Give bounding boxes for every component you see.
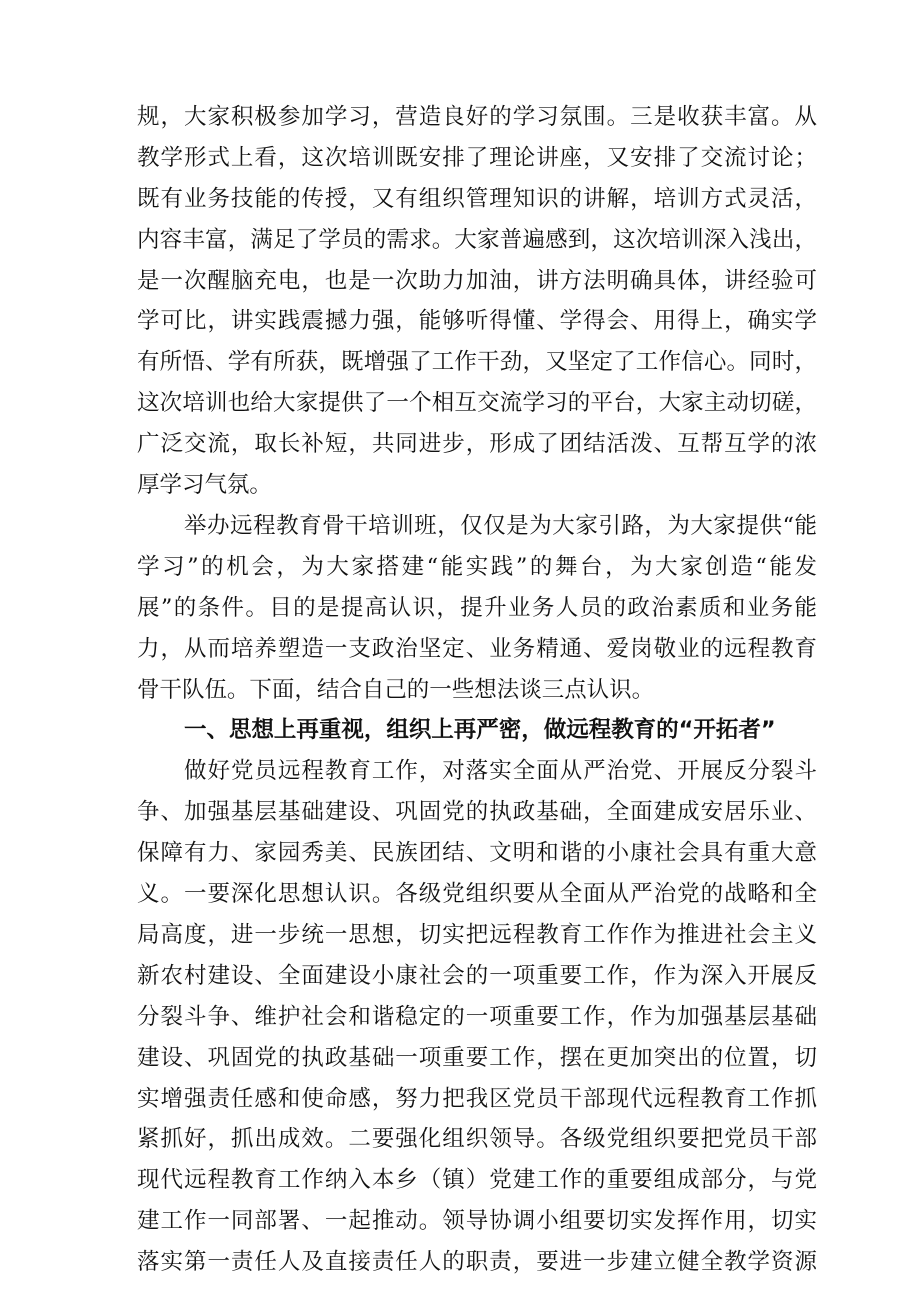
body-text-line: 内容丰富，满足了学员的需求。大家普遍感到，这次培训深入浅出， [137, 227, 817, 253]
body-text-line: 骨干队伍。下面，结合自己的一些想法谈三点认识。 [137, 677, 655, 703]
body-text-line: 展”的条件。目的是提高认识，提升业务人员的政治素质和业务能 [137, 595, 817, 621]
body-text-line: 既有业务技能的传授，又有组织管理知识的讲解，培训方式灵活， [137, 186, 817, 212]
body-text-line: 有所悟、学有所获，既增强了工作干劲，又坚定了工作信心。同时， [137, 349, 817, 375]
body-text-line: 这次培训也给大家提供了一个相互交流学习的平台，大家主动切磋， [137, 390, 817, 416]
body-text-line: 现代远程教育工作纳入本乡（镇）党建工作的重要组成部分，与党 [137, 1167, 817, 1193]
section-heading: 一、思想上再重视，组织上再严密，做远程教育的“开拓者” [184, 717, 776, 743]
paragraph-first-line: 举办远程教育骨干培训班，仅仅是为大家引路，为大家提供“能 [184, 513, 817, 539]
body-text-line: 规，大家积极参加学习，营造良好的学习氛围。三是收获丰富。从 [137, 104, 817, 130]
body-text-line: 紧抓好，抓出成效。二要强化组织领导。各级党组织要把党员干部 [137, 1126, 817, 1152]
body-text-line: 学习”的机会，为大家搭建“能实践”的舞台，为大家创造“能发 [137, 554, 817, 580]
body-text-line: 新农村建设、全面建设小康社会的一项重要工作，作为深入开展反 [137, 963, 817, 989]
body-text-line: 教学形式上看，这次培训既安排了理论讲座，又安排了交流讨论； [137, 145, 817, 171]
body-text-line: 厚学习气氛。 [137, 472, 272, 498]
body-text-line: 保障有力、家园秀美、民族团结、文明和谐的小康社会具有重大意 [137, 840, 817, 866]
body-text-line: 建工作一同部署、一起推动。领导协调小组要切实发挥作用，切实 [137, 1208, 817, 1234]
body-text-line: 实增强责任感和使命感，努力把我区党员干部现代远程教育工作抓 [137, 1086, 817, 1112]
body-text-line: 义。一要深化思想认识。各级党组织要从全面从严治党的战略和全 [137, 881, 817, 907]
body-text-line: 分裂斗争、维护社会和谐稳定的一项重要工作，作为加强基层基础 [137, 1004, 817, 1030]
body-text-line: 局高度，进一步统一思想，切实把远程教育工作作为推进社会主义 [137, 922, 817, 948]
body-text-line: 是一次醒脑充电，也是一次助力加油，讲方法明确具体，讲经验可 [137, 268, 817, 294]
body-text-line: 力，从而培养塑造一支政治坚定、业务精通、爱岗敬业的远程教育 [137, 636, 817, 662]
body-text-line: 建设、巩固党的执政基础一项重要工作，摆在更加突出的位置，切 [137, 1045, 817, 1071]
body-text-line: 广泛交流，取长补短，共同进步，形成了团结活泼、互帮互学的浓 [137, 431, 817, 457]
paragraph-first-line: 做好党员远程教育工作，对落实全面从严治党、开展反分裂斗 [184, 758, 817, 784]
body-text-line: 学可比，讲实践震撼力强，能够听得懂、学得会、用得上，确实学 [137, 308, 817, 334]
body-text-line: 落实第一责任人及直接责任人的职责，要进一步建立健全教学资源 [137, 1249, 817, 1275]
body-text-line: 争、加强基层基础建设、巩固党的执政基础，全面建成安居乐业、 [137, 799, 817, 825]
